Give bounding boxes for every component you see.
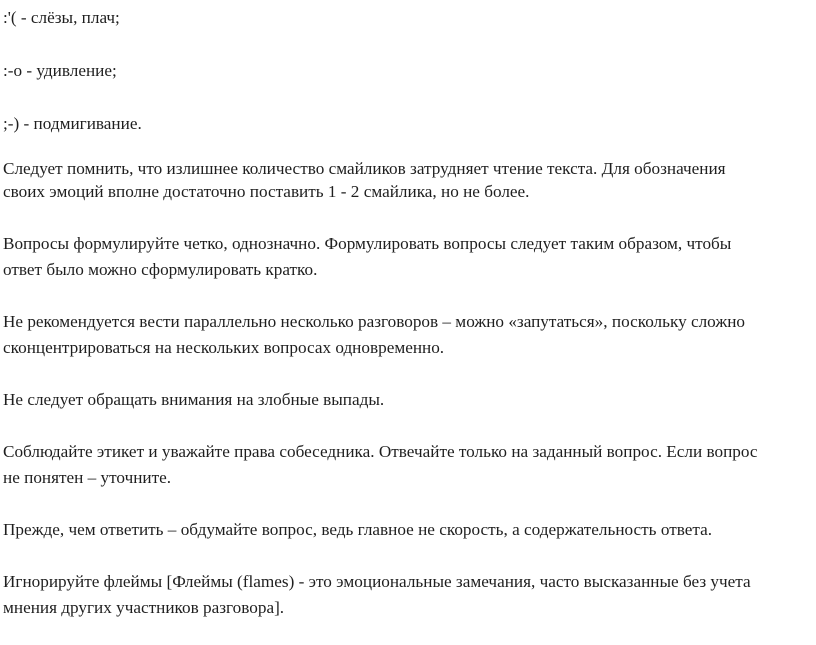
paragraph-smileys-line-1: Следует помнить, что излишнее количество смайликов затрудняет чтение текста. Для обозначения [3, 159, 726, 178]
emoticon-surprise-line: :-o - удивление; [3, 61, 117, 80]
paragraph-flames-line-2: мнения других участников разговора]. [3, 598, 285, 617]
paragraph-think-line: Прежде, чем ответить – обдумайте вопрос, ведь главное не скорость, а содержательность ответа. [3, 520, 712, 539]
paragraph-parallel-line-2: сконцентрироваться на нескольких вопросах одновременно. [3, 338, 445, 357]
paragraph-questions-line-1: Вопросы формулируйте четко, однозначно. Формулировать вопросы следует таким образом, чтобы [3, 234, 732, 253]
paragraph-questions-line-2: ответ было можно сформулировать кратко. [3, 260, 318, 279]
paragraph-flames-line-1: Игнорируйте флеймы [Флеймы (flames) - это эмоциональные замечания, часто высказанные без учета [3, 572, 751, 591]
paragraph-etiquette-line-2: не понятен – уточните. [3, 468, 172, 487]
paragraph-etiquette-line-1: Соблюдайте этикет и уважайте права собеседника. Отвечайте только на заданный вопрос. Если вопрос [3, 442, 758, 461]
emoticon-tears-line: :'( - слёзы, плач; [3, 8, 120, 27]
paragraph-attacks-line: Не следует обращать внимания на злобные выпады. [3, 390, 385, 409]
paragraph-smileys-line-2: своих эмоций вполне достаточно поставить 1 - 2 смайлика, но не более. [3, 182, 530, 201]
emoticon-wink-line: ;-) - подмигивание. [3, 114, 142, 133]
paragraph-parallel-line-1: Не рекомендуется вести параллельно несколько разговоров – можно «запутаться», поскольку сложно [3, 312, 746, 331]
